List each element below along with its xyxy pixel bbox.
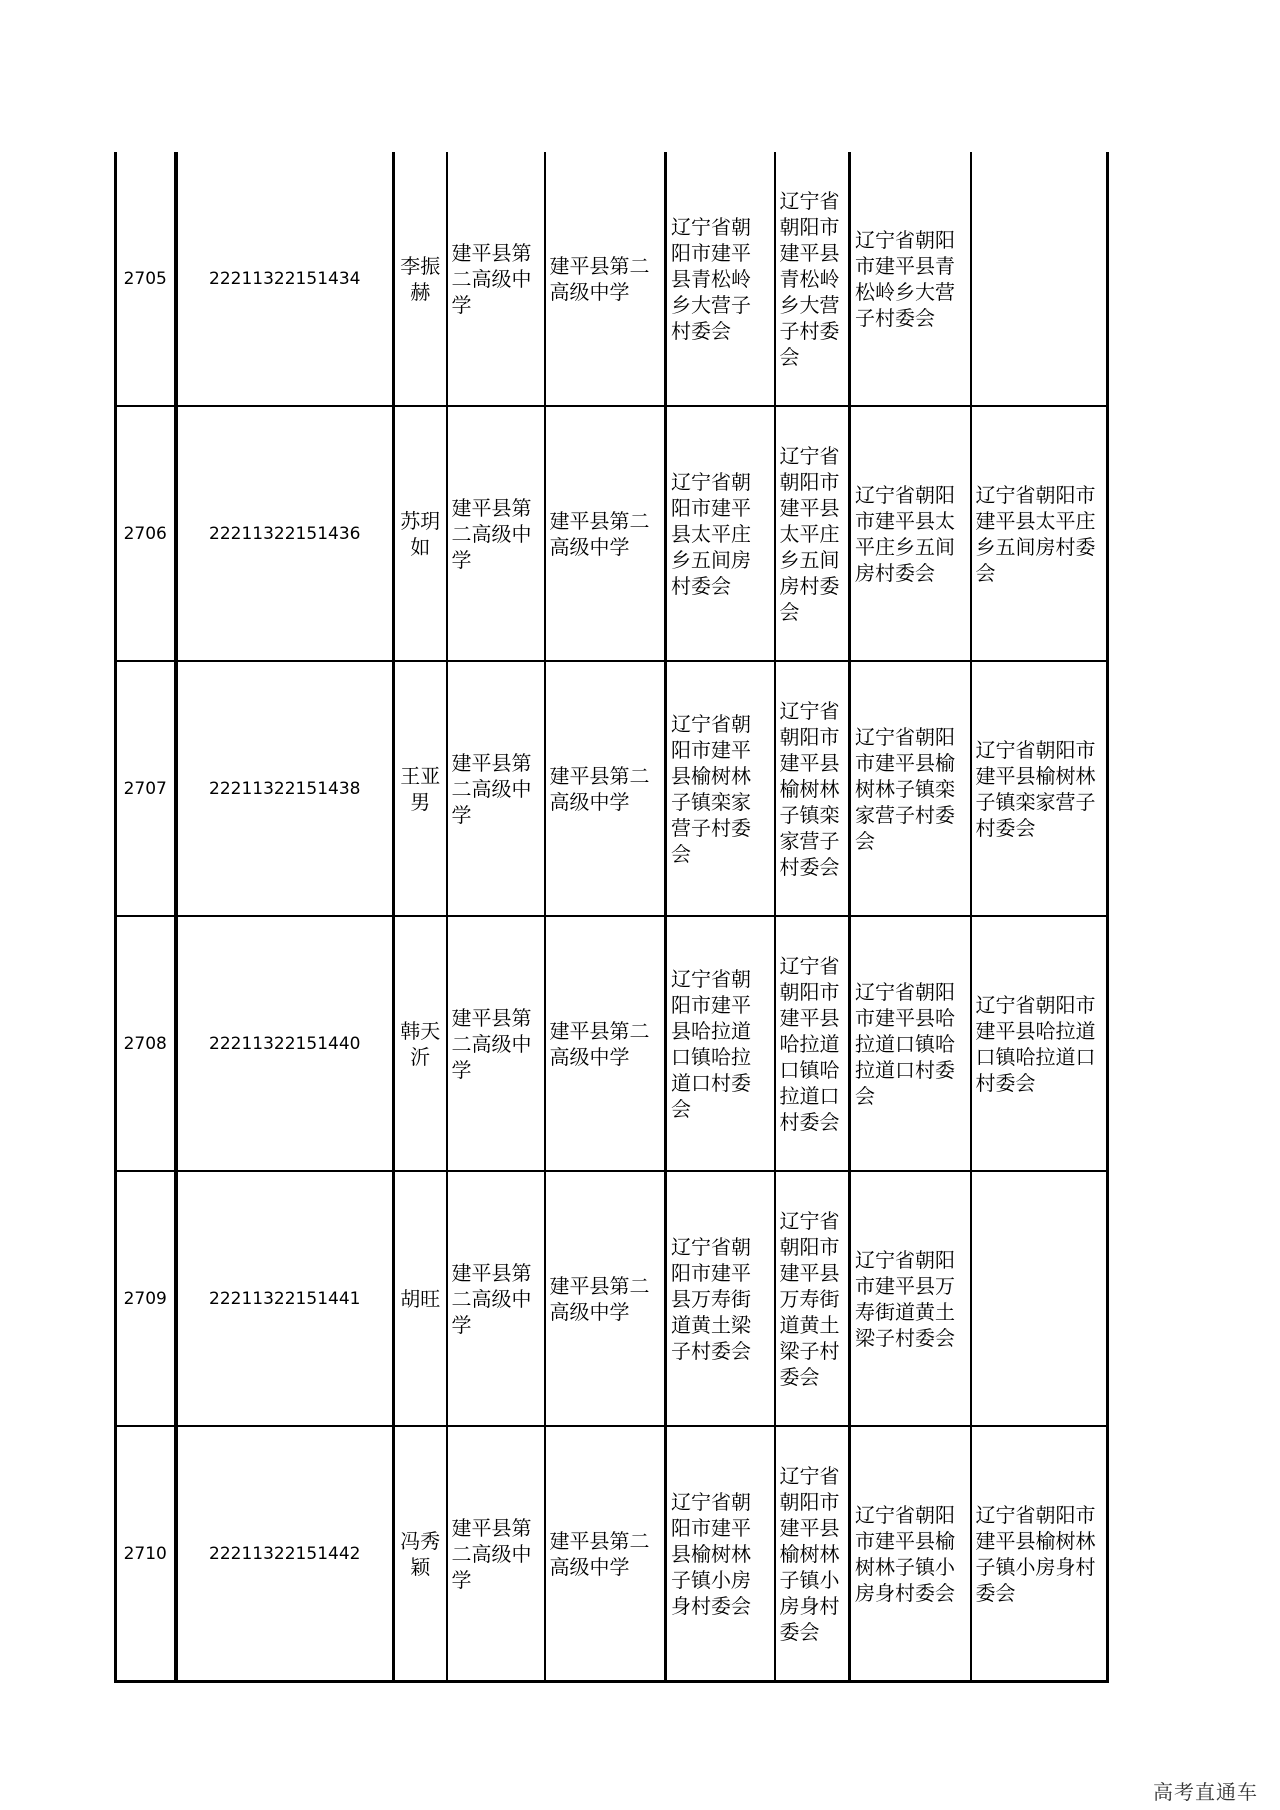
cell-mother-address: 辽宁省朝阳市建平县榆树林子镇栾家营子村委会 xyxy=(971,661,1108,916)
student-table-container xyxy=(114,152,1106,1683)
cell-father-address: 辽宁省朝阳市建平县青松岭乡大营子村委会 xyxy=(850,152,971,406)
cell-mother-address: 辽宁省朝阳市建平县哈拉道口镇哈拉道口村委会 xyxy=(971,916,1108,1171)
cell-graduate-school: 建平县第二高级中学 xyxy=(545,916,666,1171)
cell-school: 建平县第二高级中学 xyxy=(447,1171,545,1426)
cell-registered-address: 辽宁省朝阳市建平县榆树林子镇栾家营子村委会 xyxy=(775,661,850,916)
table-row xyxy=(116,1426,1108,1682)
cell-exam-id: 22211322151436 xyxy=(176,406,394,661)
student-table xyxy=(114,152,1109,1683)
cell-registered-address: 辽宁省朝阳市建平县万寿街道黄土梁子村委会 xyxy=(775,1171,850,1426)
table-row xyxy=(116,661,1108,916)
cell-name: 韩天沂 xyxy=(394,916,447,1171)
cell-graduate-school: 建平县第二高级中学 xyxy=(545,1426,666,1682)
cell-father-address: 辽宁省朝阳市建平县哈拉道口镇哈拉道口村委会 xyxy=(850,916,971,1171)
cell-graduate-school: 建平县第二高级中学 xyxy=(545,406,666,661)
cell-name: 王亚男 xyxy=(394,661,447,916)
cell-seq: 2706 xyxy=(116,406,176,661)
cell-registered-address: 辽宁省朝阳市建平县青松岭乡大营子村委会 xyxy=(775,152,850,406)
cell-seq: 2705 xyxy=(116,152,176,406)
cell-graduate-school: 建平县第二高级中学 xyxy=(545,661,666,916)
cell-mother-address xyxy=(971,152,1108,406)
table-row xyxy=(116,152,1108,406)
cell-graduate-school: 建平县第二高级中学 xyxy=(545,1171,666,1426)
cell-graduate-school: 建平县第二高级中学 xyxy=(545,152,666,406)
cell-school: 建平县第二高级中学 xyxy=(447,661,545,916)
cell-father-address: 辽宁省朝阳市建平县榆树林子镇小房身村委会 xyxy=(850,1426,971,1682)
cell-exam-id: 22211322151442 xyxy=(176,1426,394,1682)
cell-household-address: 辽宁省朝阳市建平县青松岭乡大营子村委会 xyxy=(666,152,775,406)
cell-seq: 2710 xyxy=(116,1426,176,1682)
cell-seq: 2708 xyxy=(116,916,176,1171)
cell-exam-id: 22211322151440 xyxy=(176,916,394,1171)
cell-seq: 2709 xyxy=(116,1171,176,1426)
cell-school: 建平县第二高级中学 xyxy=(447,152,545,406)
cell-school: 建平县第二高级中学 xyxy=(447,916,545,1171)
cell-seq: 2707 xyxy=(116,661,176,916)
cell-father-address: 辽宁省朝阳市建平县太平庄乡五间房村委会 xyxy=(850,406,971,661)
cell-name: 冯秀颖 xyxy=(394,1426,447,1682)
cell-school: 建平县第二高级中学 xyxy=(447,406,545,661)
cell-household-address: 辽宁省朝阳市建平县万寿街道黄土梁子村委会 xyxy=(666,1171,775,1426)
cell-father-address: 辽宁省朝阳市建平县榆树林子镇栾家营子村委会 xyxy=(850,661,971,916)
cell-mother-address: 辽宁省朝阳市建平县太平庄乡五间房村委会 xyxy=(971,406,1108,661)
cell-registered-address: 辽宁省朝阳市建平县哈拉道口镇哈拉道口村委会 xyxy=(775,916,850,1171)
cell-mother-address: 辽宁省朝阳市建平县榆树林子镇小房身村委会 xyxy=(971,1426,1108,1682)
cell-household-address: 辽宁省朝阳市建平县榆树林子镇栾家营子村委会 xyxy=(666,661,775,916)
cell-registered-address: 辽宁省朝阳市建平县太平庄乡五间房村委会 xyxy=(775,406,850,661)
table-row xyxy=(116,406,1108,661)
cell-name: 胡旺 xyxy=(394,1171,447,1426)
table-row xyxy=(116,916,1108,1171)
cell-exam-id: 22211322151438 xyxy=(176,661,394,916)
footer-brand-text: 高考直通车 xyxy=(1153,1780,1258,1804)
cell-household-address: 辽宁省朝阳市建平县太平庄乡五间房村委会 xyxy=(666,406,775,661)
cell-name: 苏玥如 xyxy=(394,406,447,661)
cell-exam-id: 22211322151441 xyxy=(176,1171,394,1426)
cell-household-address: 辽宁省朝阳市建平县榆树林子镇小房身村委会 xyxy=(666,1426,775,1682)
table-row xyxy=(116,1171,1108,1426)
cell-mother-address xyxy=(971,1171,1108,1426)
cell-exam-id: 22211322151434 xyxy=(176,152,394,406)
cell-father-address: 辽宁省朝阳市建平县万寿街道黄土梁子村委会 xyxy=(850,1171,971,1426)
cell-name: 李振赫 xyxy=(394,152,447,406)
cell-school: 建平县第二高级中学 xyxy=(447,1426,545,1682)
cell-household-address: 辽宁省朝阳市建平县哈拉道口镇哈拉道口村委会 xyxy=(666,916,775,1171)
cell-registered-address: 辽宁省朝阳市建平县榆树林子镇小房身村委会 xyxy=(775,1426,850,1682)
